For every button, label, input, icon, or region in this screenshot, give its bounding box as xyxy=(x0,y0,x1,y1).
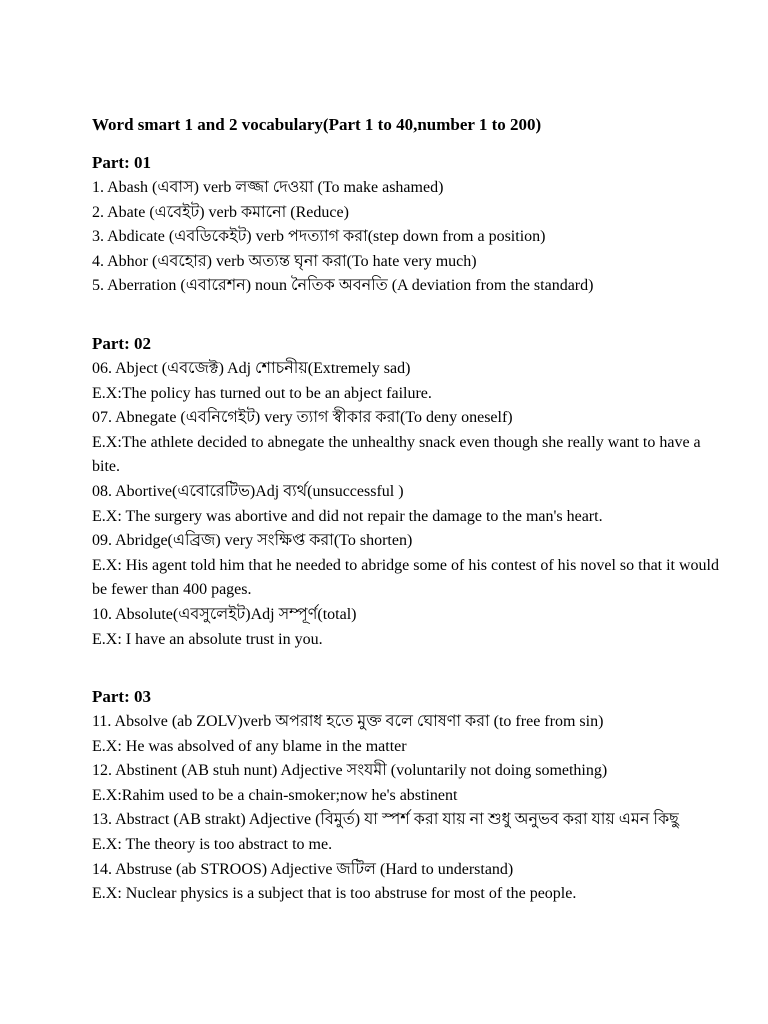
section-heading: Part: 02 xyxy=(92,333,152,353)
entry-line: 08. Abortive(এবোরেটিভ)Adj ব্যর্থ(unsuccessful ) xyxy=(92,482,404,500)
entry-line: 3. Abdicate (এবডিকেইট) verb পদত্যাগ করা(step down from a position) xyxy=(92,228,546,246)
entry-line: 14. Abstruse (ab STROOS) Adjective জটিল (Hard to understand) xyxy=(92,860,514,878)
entry-line: 10. Absolute(এবসুলেইট)Adj সম্পূর্ণ(total) xyxy=(92,605,357,623)
example-line: E.X: I have an absolute trust in you. xyxy=(92,630,323,648)
example-line: E.X: The theory is too abstract to me. xyxy=(92,836,333,854)
entry-line: 2. Abate (এবেইট) verb কমানো (Reduce) xyxy=(92,203,349,221)
section-part-03 xyxy=(92,686,732,907)
example-line: E.X: His agent told him that he needed to abridge some of his contest of his novel so that it would be fewer than 400 pages. xyxy=(92,556,723,599)
entry-line: 06. Abject (এবজেক্ট) Adj শোচনীয়(Extremely sad) xyxy=(92,359,411,377)
section-part-01 xyxy=(92,152,732,299)
entry-line: 09. Abridge(এব্রিজ) very সংক্ষিপ্ত করা(To shorten) xyxy=(92,532,413,550)
example-line: E.X:The policy has turned out to be an abject failure. xyxy=(92,384,432,402)
section-heading: Part: 01 xyxy=(92,153,152,172)
section-part-02 xyxy=(92,333,732,652)
section-heading: Part: 03 xyxy=(92,687,152,707)
entry-line: 11. Absolve (ab ZOLV)verb অপরাধ হতে মুক্ত বলে ঘোষণা করা (to free from sin) xyxy=(92,713,604,731)
entry-line: 12. Abstinent (AB stuh nunt) Adjective সংযমী (voluntarily not doing something) xyxy=(92,762,608,780)
example-line: E.X:Rahim used to be a chain-smoker;now he's abstinent xyxy=(92,786,458,804)
document-title: Word smart 1 and 2 vocabulary(Part 1 to 40,number 1 to 200) xyxy=(92,115,542,134)
entry-line: 13. Abstract (AB strakt) Adjective (বিমুর্ত) যা স্পর্শ করা যায় না শুধু অনুভব করা যায় এমন কিছু xyxy=(92,811,679,829)
example-line: E.X: He was absolved of any blame in the matter xyxy=(92,737,407,755)
entry-line: 1. Abash (এবাস) verb লজ্জা দেওয়া (To make ashamed) xyxy=(92,179,444,196)
example-line: E.X:The athlete decided to abnegate the unhealthy snack even though she really want to have a bite. xyxy=(92,433,705,476)
example-line: E.X: The surgery was abortive and did not repair the damage to the man's heart. xyxy=(92,507,603,525)
example-line: E.X: Nuclear physics is a subject that is too abstruse for most of the people. xyxy=(92,885,577,903)
entry-line: 07. Abnegate (এবনিগেইট) very ত্যাগ স্বীকার করা(To deny oneself) xyxy=(92,409,513,427)
entry-line: 4. Abhor (এবহোর) verb অত্যন্ত ঘৃনা করা(To hate very much) xyxy=(92,252,477,270)
entry-line: 5. Aberration (এবারেশন) noun নৈতিক অবনতি (A deviation from the standard) xyxy=(92,277,594,295)
document-page xyxy=(92,114,732,907)
